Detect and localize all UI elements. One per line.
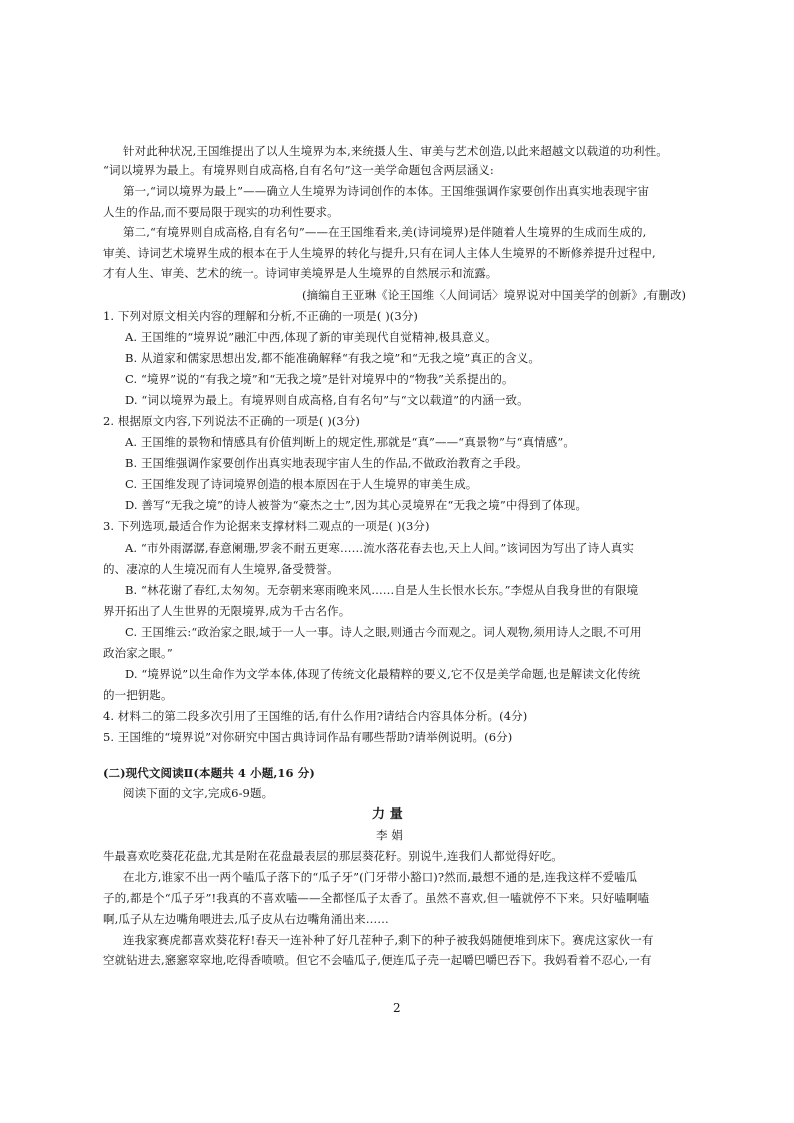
article-line-3: 子的,都是个“瓜子牙”!我真的不喜欢嗑——全都怪瓜子太香了。虽然不喜欢,但一嗑就停不下来。只好嗑啊嗑 bbox=[103, 891, 650, 905]
passage1-line-7: 才有人生、审美、艺术的统一。诗词审美境界是人生境界的自然展示和流露。 bbox=[103, 266, 498, 280]
passage1-line-4: 人生的作品,而不要局限于现实的功利性要求。 bbox=[103, 205, 339, 219]
question-4: 4. 材料二的第二段多次引用了王国维的话,有什么作用?请结合内容具体分析。(4分) bbox=[103, 709, 528, 723]
passage1-source: (摘编自王亚琳《论王国维〈人间词话〉境界说对中国美学的创新》,有删改) bbox=[302, 288, 687, 302]
article-line-4: 啊,瓜子从左边嘴角喂进去,瓜子皮从右边嘴角涌出来…… bbox=[103, 912, 389, 926]
passage1-line-2: “词以境界为最上。有境界则自成高格,自有名句”这一美学命题包含两层涵义: bbox=[103, 163, 494, 177]
passage1-line-5: 第二,“有境界则自成高格,自有名句”——在王国维看来,美(诗词境界)是伴随着人生境界的生成而生成的, bbox=[123, 225, 647, 239]
article-line-1: 牛最喜欢吃葵花花盘,尤其是附在花盘最表层的那层葵花籽。别说牛,连我们人都觉得好吃。 bbox=[103, 849, 563, 863]
question-3-option-a-line-2: 的、凄凉的人生境况而有人生境界,备受赞誉。 bbox=[103, 562, 339, 576]
passage1-line-6: 审美、诗词艺术境界生成的根本在于人生境界的转化与提升,只有在词人主体人生境界的不断修养提升过程中, bbox=[103, 246, 656, 260]
question-1-option-c: C. “境界”说的“有我之境”和“无我之境”是针对境界中的“物我”关系提出的。 bbox=[125, 372, 514, 386]
question-3-option-b-line-2: 界开拓出了人生世界的无限境界,成为千古名作。 bbox=[103, 604, 351, 618]
article-line-2: 在北方,谁家不出一两个嗑瓜子落下的“瓜子牙”(门牙带小豁口)?然而,最想不通的是,连我这样不爱嗑瓜 bbox=[123, 870, 638, 884]
question-3-option-c-line-2: 政治家之眼。” bbox=[103, 646, 173, 660]
question-2-option-c: C. 王国维发现了诗词境界创造的根本原因在于人生境界的审美生成。 bbox=[125, 477, 478, 491]
question-3-option-d-line-1: D. “境界说”以生命作为文学本体,体现了传统文化最精粹的要义,它不仅是美学命题,也是解读文化传统 bbox=[125, 667, 641, 681]
question-3-option-a-line-1: A. “市外雨潺潺,春意阑珊,罗衾不耐五更寒……流水落花春去也,天上人间。”该词因为写出了诗人真实 bbox=[125, 541, 634, 555]
passage1-line-1: 针对此种状况,王国维提出了以人生境界为本,来统摄人生、审美与艺术创造,以此来超越文以载道的功利性。 bbox=[123, 144, 668, 158]
article-line-6: 空就钻进去,窸窸窣窣地,吃得香喷喷。但它不会嗑瓜子,便连瓜子壳一起嚼巴嚼巴吞下。我妈看着不忍心,一有 bbox=[103, 953, 652, 967]
page-number: 2 bbox=[393, 1001, 401, 1015]
section-2-instruction: 阅读下面的文字,完成6-9题。 bbox=[123, 786, 274, 800]
question-1-option-d: D. “词以境界为最上。有境界则自成高格,自有名句”与“文以载道”的内涵一致。 bbox=[125, 393, 529, 407]
article-title: 力 量 bbox=[372, 807, 403, 822]
article-author: 李 娟 bbox=[376, 828, 403, 842]
question-3-option-b-line-1: B. “林花谢了春红,太匆匆。无奈朝来寒雨晚来风……自是人生长恨水长东。”李煜从自我身世的有限境 bbox=[125, 583, 639, 597]
question-1-stem: 1. 下列对原文相关内容的理解和分析,不正确的一项是( )(3分) bbox=[103, 309, 418, 323]
section-2-heading: (二)现代文阅读Ⅱ(本题共 4 小题,16 分) bbox=[103, 766, 315, 780]
question-5: 5. 王国维的“境界说”对你研究中国古典诗词作品有哪些帮助?请举例说明。(6分) bbox=[103, 730, 513, 744]
question-1-option-a: A. 王国维的“境界说”融汇中西,体现了新的审美现代自觉精神,极具意义。 bbox=[125, 330, 497, 344]
question-2-option-b: B. 王国维强调作家要创作出真实地表现宇宙人生的作品,不做政治教育之手段。 bbox=[125, 456, 528, 470]
passage1-line-3: 第一,“词以境界为最上”——确立人生境界为诗词创作的本体。王国维强调作家要创作出真实地表现宇宙 bbox=[123, 184, 650, 198]
question-1-option-b: B. 从道家和儒家思想出发,都不能准确解释“有我之境”和“无我之境”真正的含义。 bbox=[125, 351, 540, 365]
question-2-option-d: D. 善写“无我之境”的诗人被誉为“豪杰之士”,因为其心灵境界在“无我之境”中得到了体现。 bbox=[125, 498, 588, 512]
question-3-stem: 3. 下列选项,最适合作为论据来支撑材料二观点的一项是( )(3分) bbox=[103, 519, 430, 533]
question-3-option-d-line-2: 的一把钥匙。 bbox=[103, 688, 173, 702]
question-2-stem: 2. 根据原文内容,下列说法不正确的一项是( )(3分) bbox=[103, 414, 360, 428]
question-3-option-c-line-1: C. 王国维云:“政治家之眼,域于一人一事。诗人之眼,则通古今而观之。词人观物,须用诗人之眼,不可用 bbox=[125, 625, 642, 639]
question-2-option-a: A. 王国维的景物和情感具有价值判断上的规定性,那就是“真”——“真景物”与“真情感”。 bbox=[125, 435, 575, 449]
article-line-5: 连我家赛虎都喜欢葵花籽!春天一连补种了好几茬种子,剩下的种子被我妈随便堆到床下。赛虎这家伙一有 bbox=[123, 933, 654, 947]
